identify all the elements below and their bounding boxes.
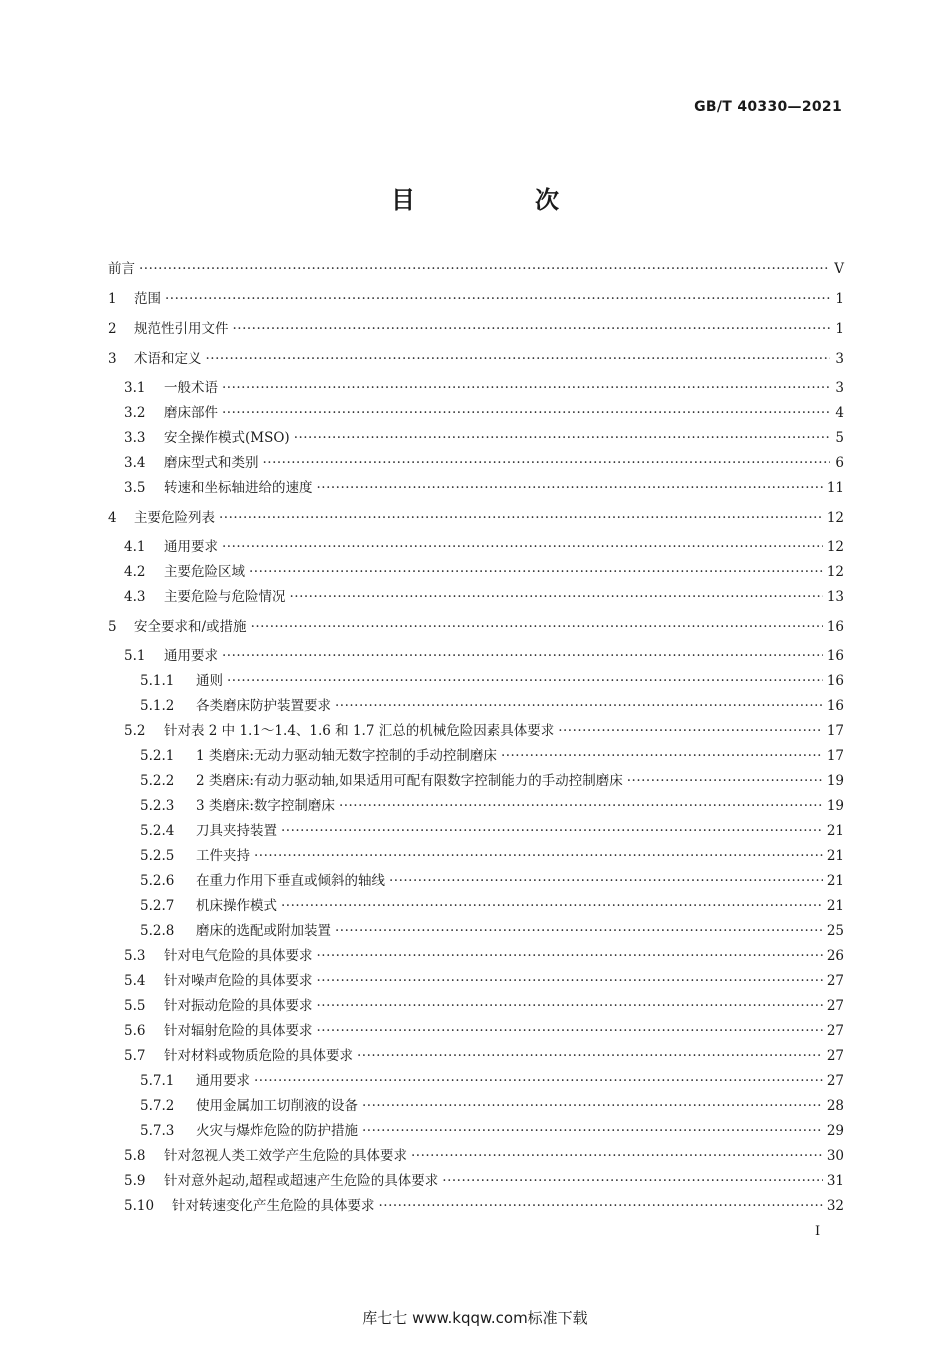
toc-entry-title: 针对电气危险的具体要求 — [164, 948, 313, 964]
toc-entry-number: 5.9 — [124, 1173, 146, 1189]
toc-entry-number: 5.2.5 — [140, 848, 175, 864]
toc-entry-page: 11 — [826, 480, 844, 496]
toc-entry-number: 5.6 — [124, 1023, 146, 1039]
toc-entry-title: 术语和定义 — [134, 351, 202, 367]
toc-leader-dots — [501, 745, 823, 767]
toc-entry-number: 5.2.8 — [140, 923, 175, 939]
toc-entry-title: 针对忽视人类工效学产生危险的具体要求 — [164, 1148, 407, 1164]
toc-entry-page: 16 — [826, 673, 844, 689]
toc-leader-dots — [227, 670, 823, 692]
toc-leader-dots — [249, 561, 823, 583]
toc-entry[interactable] — [108, 377, 844, 399]
toc-leader-dots — [627, 770, 823, 792]
toc-entry-page: 21 — [826, 898, 844, 914]
toc-entry-number: 5.4 — [124, 973, 146, 989]
toc-entry[interactable] — [108, 820, 844, 842]
toc-leader-dots — [362, 1095, 823, 1117]
toc-entry-page: 13 — [826, 589, 844, 605]
toc-entry-number: 4.2 — [124, 564, 146, 580]
toc-leader-dots — [222, 536, 823, 558]
toc-entry-title: 主要危险区域 — [164, 564, 245, 580]
footer-watermark: 库七七 www.kqqw.com标准下载 — [362, 1309, 588, 1327]
toc-entry-page: 21 — [826, 823, 844, 839]
toc-entry-number: 5.7.2 — [140, 1098, 175, 1114]
toc-entry-number: 4.3 — [124, 589, 146, 605]
toc-leader-dots — [335, 920, 823, 942]
toc-entry-title: 3 类磨床:数字控制磨床 — [196, 798, 335, 814]
toc-entry-page: 1 — [835, 321, 844, 337]
toc-leader-dots — [317, 970, 823, 992]
toc-entry[interactable] — [108, 288, 844, 310]
toc-entry-title: 使用金属加工切削液的设备 — [196, 1098, 358, 1114]
toc-entry-page: 3 — [835, 380, 844, 396]
toc-leader-dots — [362, 1120, 823, 1142]
toc-entry-title: 磨床型式和类别 — [164, 455, 259, 471]
toc-entry[interactable] — [108, 795, 844, 817]
toc-entry[interactable] — [108, 645, 844, 667]
toc-entry-number: 1 — [108, 291, 117, 307]
toc-entry-page: 16 — [826, 698, 844, 714]
toc-leader-dots — [263, 452, 831, 474]
toc-leader-dots — [379, 1195, 823, 1217]
toc-entry-number: 5.1 — [124, 648, 146, 664]
toc-entry[interactable] — [108, 1145, 844, 1167]
toc-entry[interactable] — [108, 945, 844, 967]
toc-entry-title: 通则 — [196, 673, 223, 689]
toc-entry-title: 主要危险列表 — [134, 510, 215, 526]
toc-entry-number: 5.3 — [124, 948, 146, 964]
toc-entry-title: 火灾与爆炸危险的防护措施 — [196, 1123, 358, 1139]
toc-entry[interactable] — [108, 920, 844, 942]
toc-entry-number: 5.10 — [124, 1198, 155, 1214]
toc-entry-title: 通用要求 — [196, 1073, 250, 1089]
toc-entry[interactable] — [108, 1020, 844, 1042]
toc-entry-page: 27 — [826, 973, 844, 989]
toc-entry-title: 针对材料或物质危险的具体要求 — [164, 1048, 353, 1064]
toc-entry-number: 5.5 — [124, 998, 146, 1014]
toc-entry-title: 1 类磨床:无动力驱动轴无数字控制的手动控制磨床 — [196, 748, 497, 764]
toc-leader-dots — [411, 1145, 823, 1167]
toc-leader-dots — [251, 616, 823, 638]
toc-entry[interactable] — [108, 845, 844, 867]
toc-entry-page: 16 — [826, 648, 844, 664]
toc-entry-number: 4.1 — [124, 539, 146, 555]
toc-entry[interactable] — [108, 427, 844, 449]
toc-entry-title: 各类磨床防护装置要求 — [196, 698, 331, 714]
toc-entry-number: 3 — [108, 351, 117, 367]
toc-entry-number: 5.2.6 — [140, 873, 175, 889]
toc-entry[interactable] — [108, 318, 844, 340]
toc-entry-page: 12 — [826, 564, 844, 580]
toc-leader-dots — [317, 995, 823, 1017]
toc-entry[interactable] — [108, 536, 844, 558]
toc-entry-title: 针对噪声危险的具体要求 — [164, 973, 313, 989]
toc-entry-number: 5.2.7 — [140, 898, 175, 914]
toc-entry-number: 3.5 — [124, 480, 146, 496]
toc-entry[interactable] — [108, 507, 844, 529]
toc-entry[interactable] — [108, 1095, 844, 1117]
toc-entry-title: 通用要求 — [164, 539, 218, 555]
toc-leader-dots — [254, 1070, 823, 1092]
toc-entry[interactable] — [108, 670, 844, 692]
toc-entry-page: 3 — [835, 351, 844, 367]
toc-entry[interactable] — [108, 770, 844, 792]
toc-entry-title: 转速和坐标轴进给的速度 — [164, 480, 313, 496]
toc-entry[interactable] — [108, 995, 844, 1017]
toc-leader-dots — [139, 258, 830, 280]
toc-entry-title: 主要危险与危险情况 — [164, 589, 286, 605]
toc-entry-title: 2 类磨床:有动力驱动轴,如果适用可配有限数字控制能力的手动控制磨床 — [196, 773, 623, 789]
toc-entry[interactable] — [108, 720, 844, 742]
toc-entry-number: 5.7 — [124, 1048, 146, 1064]
toc-entry-number: 5.1.1 — [140, 673, 175, 689]
toc-entry-number: 3.3 — [124, 430, 146, 446]
toc-entry-page: 12 — [826, 539, 844, 555]
toc-entry[interactable] — [108, 561, 844, 583]
toc-entry-title: 安全要求和/或措施 — [134, 619, 247, 635]
toc-entry[interactable] — [108, 870, 844, 892]
toc-entry-page: V — [834, 261, 844, 277]
toc-entry[interactable] — [108, 477, 844, 499]
page-title: 目 次 — [391, 186, 607, 214]
toc-leader-dots — [233, 318, 831, 340]
toc-entry[interactable] — [108, 695, 844, 717]
toc-entry-number: 4 — [108, 510, 117, 526]
toc-entry-number: 5.2 — [124, 723, 146, 739]
toc-entry[interactable] — [108, 1045, 844, 1067]
toc-entry-page: 27 — [826, 1048, 844, 1064]
toc-entry-page: 27 — [826, 1073, 844, 1089]
toc-entry[interactable] — [108, 402, 844, 424]
toc-entry-title: 针对转速变化产生危险的具体要求 — [172, 1198, 375, 1214]
toc-entry[interactable] — [108, 616, 844, 638]
toc-leader-dots — [339, 795, 823, 817]
toc-entry-number: 5.8 — [124, 1148, 146, 1164]
toc-leader-dots — [294, 427, 830, 449]
toc-entry-page: 17 — [826, 748, 844, 764]
toc-entry-title: 磨床的选配或附加装置 — [196, 923, 331, 939]
toc-entry-number: 2 — [108, 321, 117, 337]
toc-entry-title: 针对振动危险的具体要求 — [164, 998, 313, 1014]
toc-entry-page: 17 — [826, 723, 844, 739]
toc-entry-number: 3.1 — [124, 380, 146, 396]
toc-leader-dots — [317, 945, 823, 967]
toc-leader-dots — [442, 1170, 823, 1192]
toc-leader-dots — [317, 1020, 823, 1042]
toc-leader-dots — [317, 477, 823, 499]
toc-leader-dots — [335, 695, 823, 717]
toc-entry-page: 19 — [826, 798, 844, 814]
toc-entry-title: 磨床部件 — [164, 405, 218, 421]
toc-entry-number: 5.2.3 — [140, 798, 175, 814]
toc-entry-page: 31 — [826, 1173, 844, 1189]
toc-entry-number: 前言 — [108, 261, 135, 277]
toc-entry[interactable] — [108, 745, 844, 767]
toc-entry-number: 5.7.1 — [140, 1073, 175, 1089]
toc-entry-title: 范围 — [134, 291, 161, 307]
toc-entry-page: 21 — [826, 848, 844, 864]
toc-leader-dots — [206, 348, 831, 370]
toc-entry-number: 5.2.2 — [140, 773, 175, 789]
toc-leader-dots — [281, 895, 823, 917]
toc-leader-dots — [558, 720, 823, 742]
toc-leader-dots — [165, 288, 830, 310]
toc-entry-page: 30 — [826, 1148, 844, 1164]
toc-entry-title: 工件夹持 — [196, 848, 250, 864]
toc-entry-page: 28 — [826, 1098, 844, 1114]
toc-entry-title: 针对意外起动,超程或超速产生危险的具体要求 — [164, 1173, 439, 1189]
toc-entry-page: 6 — [835, 455, 844, 471]
toc-leader-dots — [219, 507, 823, 529]
toc-entry-page: 27 — [826, 998, 844, 1014]
toc-entry[interactable] — [108, 348, 844, 370]
toc-leader-dots — [222, 645, 823, 667]
toc-entry[interactable] — [108, 1120, 844, 1142]
toc-entry-title: 规范性引用文件 — [134, 321, 229, 337]
toc-leader-dots — [222, 377, 830, 399]
toc-entry-page: 12 — [826, 510, 844, 526]
toc-entry-number: 5.7.3 — [140, 1123, 175, 1139]
toc-entry-title: 安全操作模式(MSO) — [164, 430, 290, 446]
toc-entry[interactable] — [108, 1070, 844, 1092]
toc-entry-title: 针对表 2 中 1.1～1.4、1.6 和 1.7 汇总的机械危险因素具体要求 — [164, 723, 555, 739]
toc-entry[interactable] — [108, 895, 844, 917]
toc-entry-page: 4 — [835, 405, 844, 421]
toc-entry-title: 在重力作用下垂直或倾斜的轴线 — [196, 873, 385, 889]
toc-leader-dots — [357, 1045, 823, 1067]
toc-entry-title: 针对辐射危险的具体要求 — [164, 1023, 313, 1039]
toc-entry-page: 19 — [826, 773, 844, 789]
toc-entry-title: 刀具夹持装置 — [196, 823, 277, 839]
toc-entry-title: 机床操作模式 — [196, 898, 277, 914]
toc-entry-number: 5.1.2 — [140, 698, 175, 714]
toc-entry-page: 5 — [835, 430, 844, 446]
toc-leader-dots — [222, 402, 830, 424]
toc-entry[interactable] — [108, 970, 844, 992]
toc-entry-page: 16 — [826, 619, 844, 635]
toc-entry-page: 26 — [826, 948, 844, 964]
toc-entry-page: 29 — [826, 1123, 844, 1139]
toc-entry-page: 27 — [826, 1023, 844, 1039]
toc-leader-dots — [281, 820, 823, 842]
toc-entry-number: 5 — [108, 619, 117, 635]
toc-entry[interactable] — [108, 586, 844, 608]
toc-entry-number: 3.2 — [124, 405, 146, 421]
toc-entry-page: 1 — [835, 291, 844, 307]
standard-number: GB/T 40330—2021 — [694, 99, 842, 115]
toc-entry[interactable] — [108, 1170, 844, 1192]
toc-entry-number: 3.4 — [124, 455, 146, 471]
toc-entry[interactable] — [108, 258, 844, 280]
toc-entry-number: 5.2.1 — [140, 748, 175, 764]
toc-leader-dots — [254, 845, 823, 867]
toc-entry-page: 21 — [826, 873, 844, 889]
toc-entry-title: 一般术语 — [164, 380, 218, 396]
toc-leader-dots — [389, 870, 823, 892]
toc-entry-title: 通用要求 — [164, 648, 218, 664]
toc-entry[interactable] — [108, 1195, 844, 1217]
toc-entry-page: 25 — [826, 923, 844, 939]
toc-entry[interactable] — [108, 452, 844, 474]
page-number: I — [815, 1224, 821, 1239]
toc-leader-dots — [290, 586, 823, 608]
toc-entry-page: 32 — [826, 1198, 844, 1214]
toc-entry-number: 5.2.4 — [140, 823, 175, 839]
